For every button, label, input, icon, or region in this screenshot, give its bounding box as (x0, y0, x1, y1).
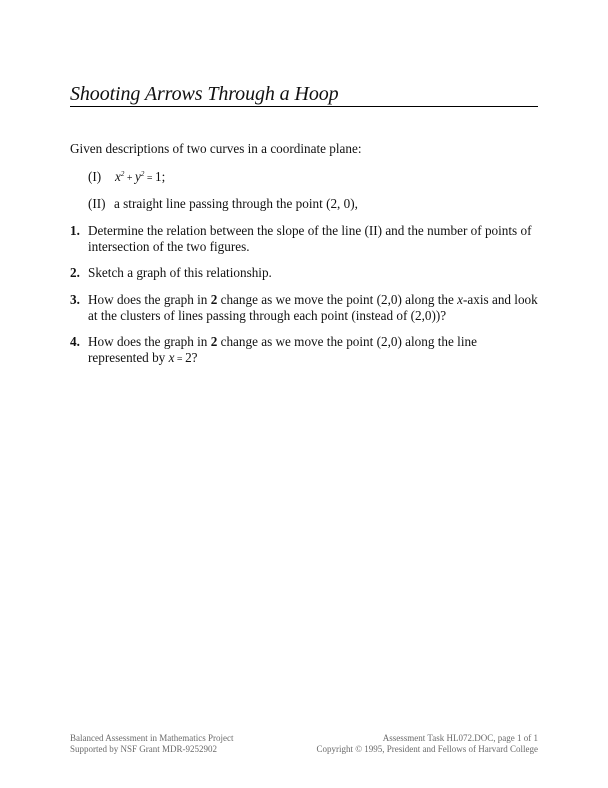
footer-left (70, 733, 233, 755)
question-text: Determine the relation between the slope of the line (II) and the number of points of intersection of the two figures. (88, 223, 532, 254)
math-number: 2 (185, 350, 192, 365)
text-fragment: How does the graph in (88, 334, 211, 349)
math-operator: + (124, 173, 135, 184)
text-fragment: change as we move the point (2,0) along the (217, 292, 458, 307)
page-title: Shooting Arrows Through a Hoop (70, 83, 339, 105)
curve-label: (II) (88, 196, 106, 211)
footer-right (316, 733, 538, 755)
question-text (88, 292, 540, 324)
footer-task-page: Assessment Task HL072.DOC, page 1 of 1 (382, 733, 538, 743)
question-number: 3. (70, 292, 80, 307)
text-fragment: -axis and look at the clusters of lines passing through each point (instead of (2,0))? (88, 292, 538, 323)
question-3 (70, 292, 540, 324)
question-text: Sketch a graph of this relationship. (88, 265, 272, 280)
bold-reference: 2 (210, 334, 218, 349)
line-equation (169, 350, 192, 365)
math-operator: = (144, 173, 155, 184)
italic-variable: x (457, 292, 464, 307)
title-underline (70, 82, 538, 107)
math-var-x: x (168, 350, 175, 365)
math-var-y: y (135, 169, 141, 184)
question-number: 2. (70, 265, 80, 280)
curve-description: a straight line passing through the point (2, 0), (114, 196, 358, 211)
bold-reference: 2 (210, 292, 218, 307)
question-number: 4. (70, 334, 80, 349)
math-number: 1 (155, 169, 162, 184)
curve-item-2 (88, 196, 358, 212)
footer-project: Balanced Assessment in Mathematics Project (70, 733, 234, 743)
question-1 (70, 223, 540, 255)
footer-grant: Supported by NSF Grant MDR-9252902 (70, 744, 218, 754)
text-fragment: change as we move the point (2,0) along the line represented by (88, 334, 477, 365)
question-4 (70, 334, 540, 368)
question-2 (70, 265, 540, 281)
curve-label: (I) (88, 169, 102, 184)
intro-text: Given descriptions of two curves in a coordinate plane: (70, 141, 362, 156)
text-fragment: How does the graph in (88, 292, 211, 307)
circle-equation (115, 169, 165, 184)
math-var-x: x (115, 169, 121, 184)
punctuation: ; (161, 169, 166, 184)
text-fragment: ? (191, 350, 198, 365)
question-number: 1. (70, 223, 80, 238)
curve-item-1 (88, 169, 165, 187)
question-text (88, 334, 540, 368)
math-operator: = (174, 354, 186, 365)
footer-copyright: Copyright © 1995, President and Fellows of Harvard College (316, 744, 538, 754)
exponent: 2 (140, 170, 145, 178)
exponent: 2 (120, 170, 125, 178)
